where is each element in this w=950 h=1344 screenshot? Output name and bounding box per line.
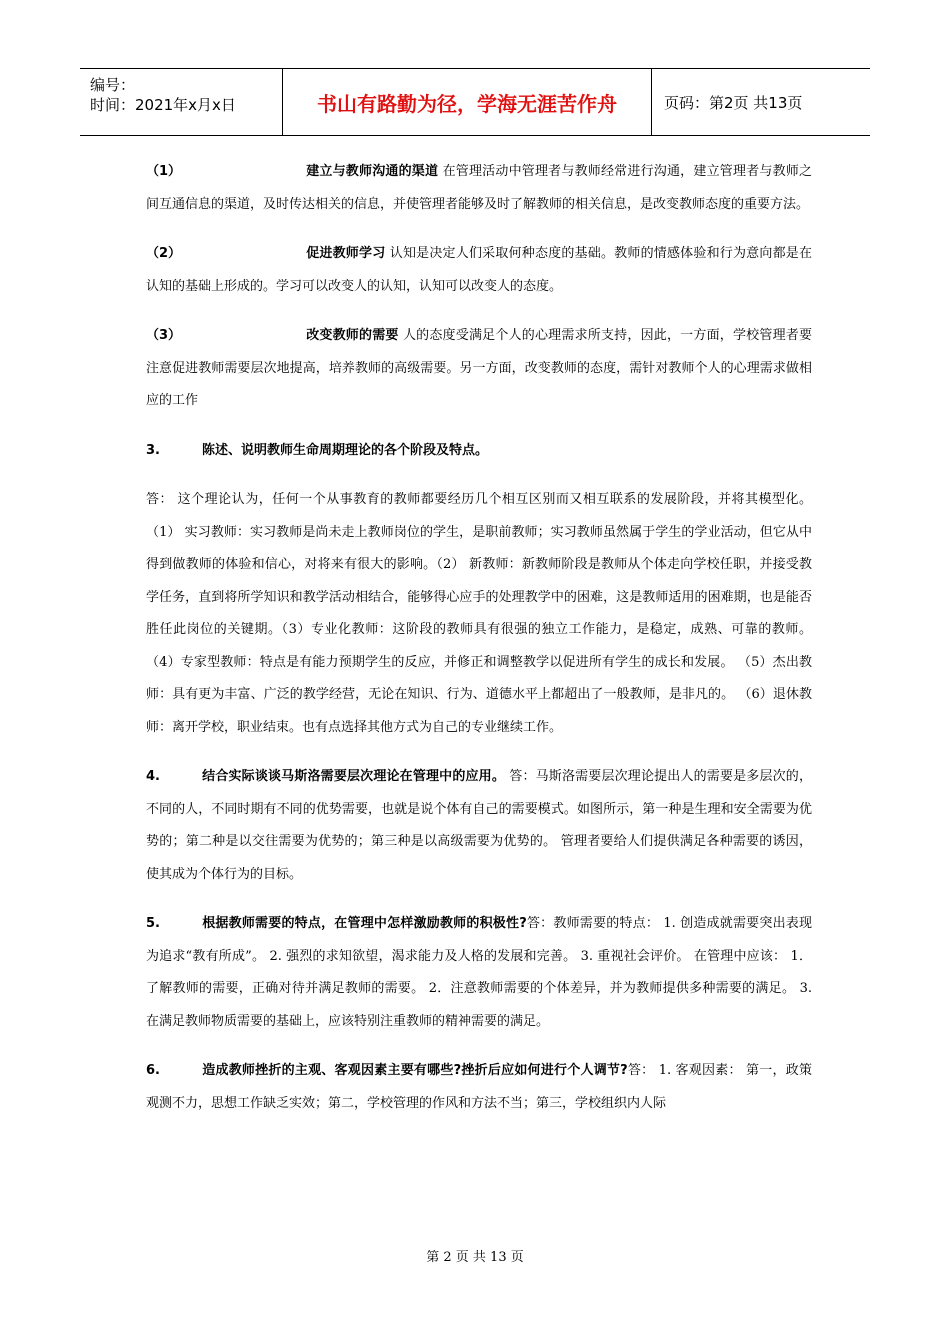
question-3-number: 3. [146,442,160,458]
page-header [80,68,870,136]
section-1-number: （1） [146,164,182,179]
answer-5: 答：教师需要的特点： 1. 创造成就需要突出表现为追求“教有所成”。 2. 强烈的求知欲望，渴求能力及人格的发展和完善。 3. 重视社会评价。 在管理中应该： 1．了解教师的需要，正确对待并满足教师的需要。 2．注意教师需要的个体差异，并为教师提供多种需要的满足。 3. 在满足教师物质需要的基础上，应该特别注重教师的精神需要的满足。 [146,916,812,1029]
question-4-title: 结合实际谈谈马斯洛需要层次理论在管理中的应用。 [202,769,505,784]
section-3-title: 改变教师的需要 [306,328,399,343]
question-6-title: 造成教师挫折的主观、客观因素主要有哪些?挫折后应如何进行个人调节? [202,1063,628,1078]
answer-3: 答： 这个理论认为，任何一个从事教育的教师都要经历几个相互区别而又相互联系的发展阶段，并将其模型化。（1） 实习教师：实习教师是尚未走上教师岗位的学生，是职前教师；实习教师虽然属于学生的学业活动，但它从中得到做教师的体验和信心，对将来有很大的影响。（2） 新教师：新教师阶段是教师从个体走向学校任职，并接受教学任务，直到将所学知识和教学活动相结合，能够得心应手的处理教学中的困难，这是教师适用的困难期，也是能否胜任此岗位的关键期。（3）专业化教师：这阶段的教师具有很强的独立工作能力，是稳定，成熟、可靠的教师。 （4）专家型教师：特点是有能力预期学生的反应，并修正和调整教学以促进所有学生的成长和发展。 （5）杰出教师：具有更为丰富、广泛的教学经营，无论在知识、行为、道德水平上都超出了一般教师，是非凡的。 （6）退休教师：离开学校，职业结束。也有点选择其他方式为自己的专业继续工作。 [146,492,812,735]
document-body [146,156,812,1137]
section-3-text: 人的态度受满足个人的心理需求所支持，因此，一方面，学校管理者要注意促进教师需要层次地提高，培养教师的高级需要。另一方面，改变教师的态度，需针对教师个人的心理需求做相应的工作 [146,328,812,408]
question-5 [146,908,812,1038]
section-3 [146,320,812,418]
header-motto: 书山有路勤为径，学海无涯苦作舟 [282,69,652,135]
section-2 [146,238,812,303]
section-1-title: 建立与教师沟通的渠道 [306,164,439,179]
section-2-title: 促进教师学习 [306,246,386,261]
section-2-text: 认知是决定人们采取何种态度的基础。教师的情感体验和行为意向都是在认知的基础上形成的。学习可以改变人的认知，认知可以改变人的态度。 [146,246,812,294]
question-4-number: 4. [146,769,160,784]
number-label: 编号： [90,76,136,94]
page-footer: 第 2 页 共 13 页 [426,1250,524,1265]
question-4 [146,761,812,891]
header-page-info: 页码：第2页 共13页 [664,93,803,112]
question-6 [146,1055,812,1120]
section-1-text: 在管理活动中管理者与教师经常进行沟通，建立管理者与教师之间互通信息的渠道，及时传达相关的信息，并使管理者能够及时了解教师的相关信息，是改变教师态度的重要方法。 [146,164,812,212]
question-5-number: 5. [146,916,160,931]
section-1 [146,156,812,221]
question-3 [146,435,812,468]
question-6-number: 6. [146,1063,160,1078]
section-2-number: （2） [146,246,182,261]
time-label: 时间：2021年x月x日 [90,96,236,114]
question-5-title: 根据教师需要的特点，在管理中怎样激励教师的积极性? [202,916,527,931]
header-meta [80,69,282,135]
section-3-number: （3） [146,328,182,343]
answer-6: 答： 1. 客观因素： 第一，政策观测不力，思想工作缺乏实效；第二，学校管理的作风和方法不当；第三，学校组织内人际 [146,1063,812,1111]
question-3-title: 陈述、说明教师生命周期理论的各个阶段及特点。 [202,442,489,458]
answer-4: 答：马斯洛需要层次理论提出人的需要是多层次的，不同的人，不同时期有不同的优势需要，也就是说个体有自己的需要模式。如图所示，第一种是生理和安全需要为优势的；第二种是以交往需要为优势的；第三种是以高级需要为优势的。 管理者要给人们提供满足各种需要的诱因，使其成为个体行为的目标。 [146,769,812,882]
